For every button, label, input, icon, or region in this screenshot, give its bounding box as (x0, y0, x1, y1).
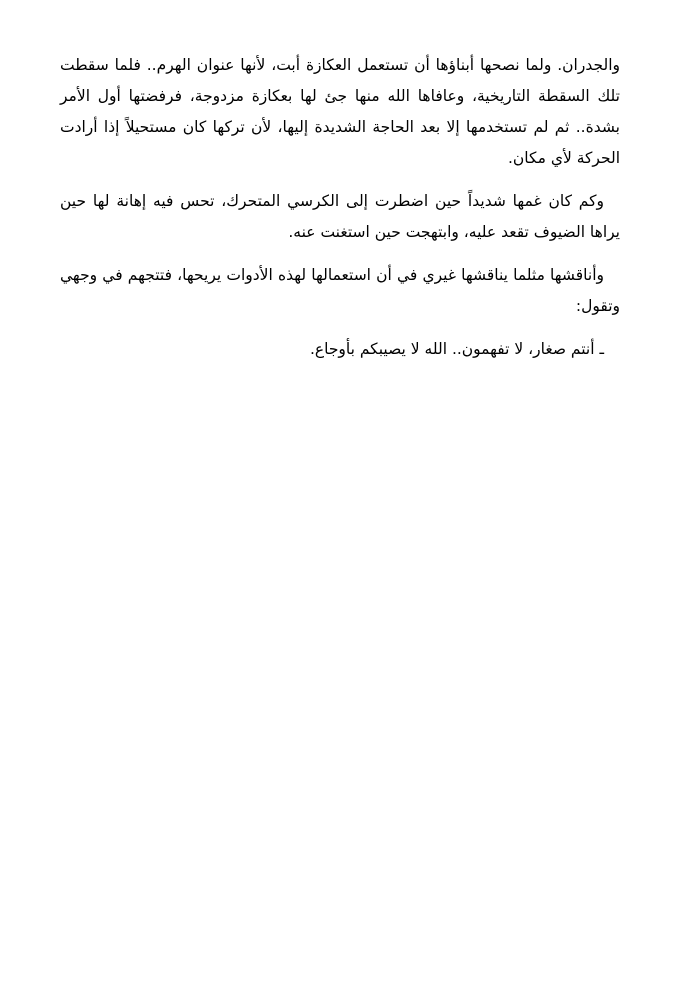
paragraph-3: وأناقشها مثلما يناقشها غيري في أن استعمالها لهذه الأدوات يريحها، فتتجهم في وجهي وتقول: (60, 266, 620, 315)
paragraph-1: والجدران. ولما نصحها أبناؤها أن تستعمل العكازة أبت، لأنها عنوان الهرم.. فلما سقطت تلك السقطة التاريخية، وعافاها الله منها جئ لها بعكازة مزدوجة، فرفضتها أول الأمر بشدة.. ثم لم تستخدمها إلا بعد الحاجة الشديدة إليها، لأن تركها كان مستحيلاً إذا أرادت الحركة لأي مكان. (60, 56, 620, 167)
body-text (60, 50, 620, 365)
paragraph-2: وكم كان غمها شديداً حين اضطرت إلى الكرسي المتحرك، تحس فيه إهانة لها حين يراها الضيوف تقعد عليه، وابتهجت حين استغنت عنه. (60, 192, 620, 241)
dialogue-line: ـ أنتم صغار، لا تفهمون.. الله لا يصيبكم بأوجاع. (309, 340, 604, 358)
